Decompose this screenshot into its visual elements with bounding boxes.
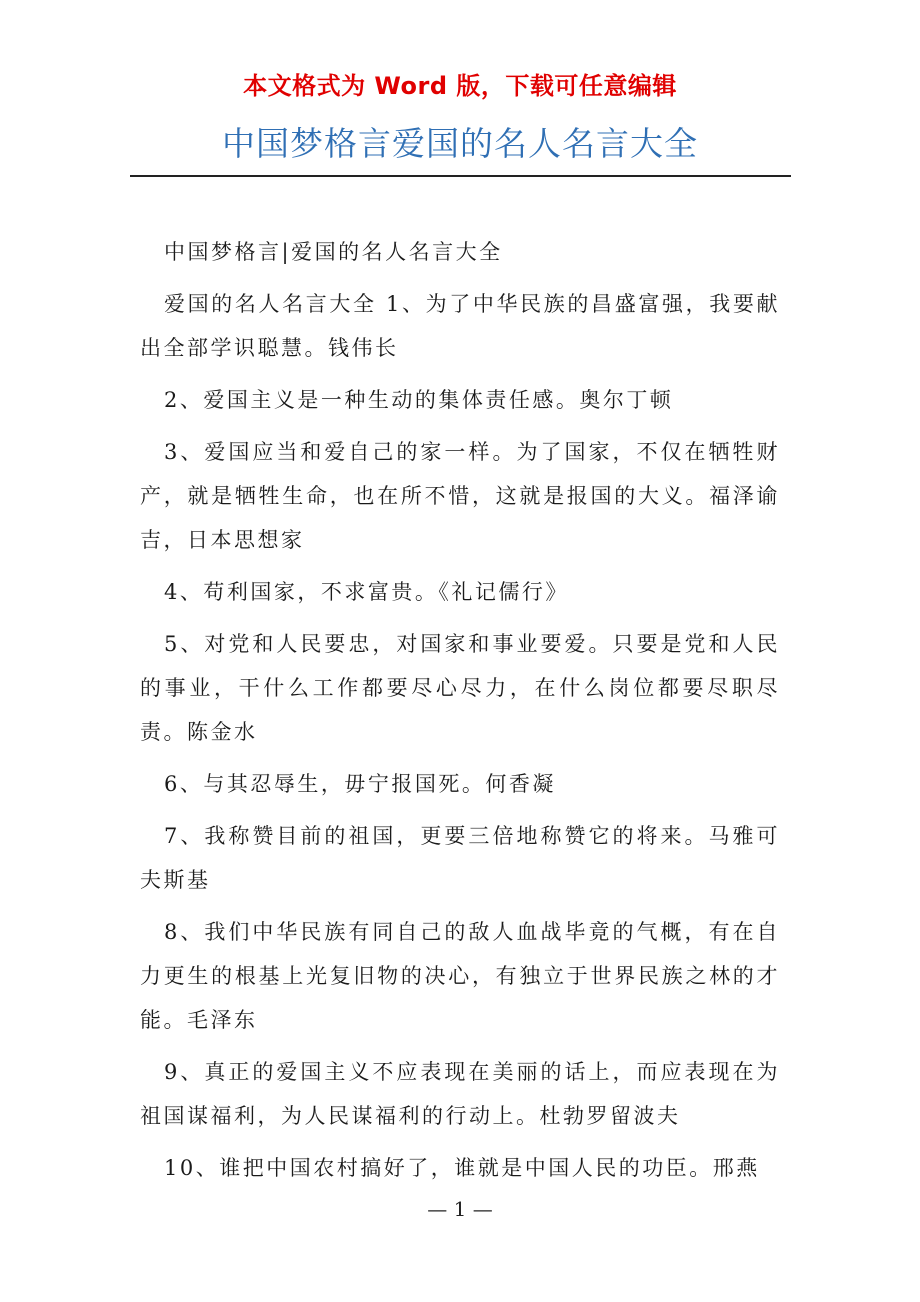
paragraph-quote-3: 3、爱国应当和爱自己的家一样。为了国家，不仅在牺牲财产，就是牺牲生命，也在所不惜，这就是报国的大义。福泽谕吉，日本思想家 [140, 440, 780, 552]
paragraph-subtitle: 中国梦格言|爱国的名人名言大全 [164, 240, 503, 264]
format-notice-banner: 本文格式为 Word 版，下载可任意编辑 [243, 72, 677, 100]
paragraph-quote-4: 4、苟利国家，不求富贵。《礼记儒行》 [164, 580, 569, 604]
paragraph-quote-9: 9、真正的爱国主义不应表现在美丽的话上，而应表现在为祖国谋福利，为人民谋福利的行动上。杜勃罗留波夫 [140, 1060, 780, 1128]
paragraph-quote-7: 7、我称赞目前的祖国，更要三倍地称赞它的将来。马雅可夫斯基 [140, 824, 780, 892]
paragraph-quote-6: 6、与其忍辱生，毋宁报国死。何香凝 [164, 772, 556, 796]
title-divider [130, 175, 791, 177]
page-number: — 1 — [427, 1197, 493, 1221]
paragraph-quote-8: 8、我们中华民族有同自己的敌人血战毕竟的气概，有在自力更生的根基上光复旧物的决心，有独立于世界民族之林的才能。毛泽东 [140, 920, 780, 1032]
paragraph-quote-5: 5、对党和人民要忠，对国家和事业要爱。只要是党和人民的事业，干什么工作都要尽心尽力，在什么岗位都要尽职尽责。陈金水 [140, 632, 780, 744]
document-title: 中国梦格言爱国的名人名言大全 [222, 124, 698, 163]
document-body [140, 230, 780, 1198]
paragraph-quote-1: 爱国的名人名言大全 1、为了中华民族的昌盛富强，我要献出全部学识聪慧。钱伟长 [140, 292, 780, 360]
paragraph-quote-10: 10、谁把中国农村搞好了，谁就是中国人民的功臣。邢燕 [164, 1156, 760, 1180]
paragraph-quote-2: 2、爱国主义是一种生动的集体责任感。奥尔丁顿 [164, 388, 674, 412]
